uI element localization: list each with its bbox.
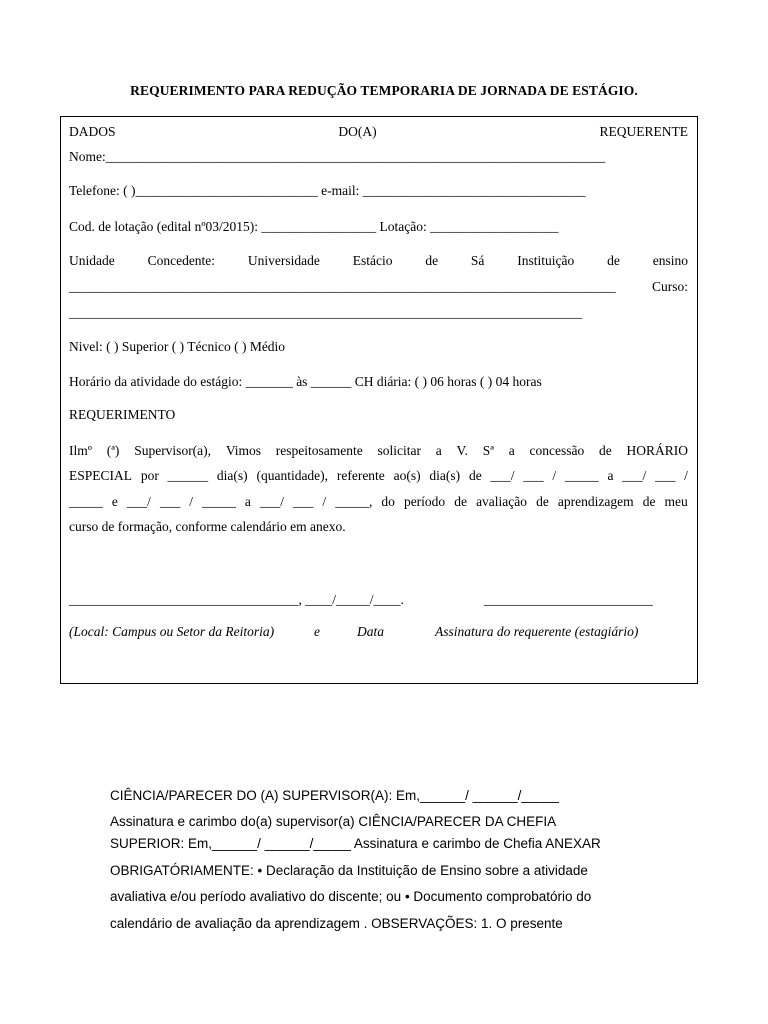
- unidade-word: Estácio: [352, 253, 393, 268]
- word: /: [684, 468, 688, 483]
- word: concessão: [529, 443, 585, 458]
- word: de: [454, 494, 467, 509]
- nivel-field[interactable]: Nivel: ( ) Superior ( ) Técnico ( ) Médio: [69, 339, 286, 354]
- word: respeitosamente: [275, 443, 363, 458]
- unidade-word: Unidade: [69, 253, 115, 268]
- word: período: [403, 494, 446, 509]
- word: (quantidade),: [256, 468, 329, 483]
- lower-line-4: OBRIGATÓRIAMENTE: • Declaração da Instituição de Ensino sobre a atividade: [110, 863, 588, 878]
- word: solicitar: [377, 443, 422, 458]
- unidade-word: de: [607, 253, 620, 268]
- word: _____: [69, 494, 103, 509]
- lower-line-5: avaliativa e/ou período avaliativo do discente; ou • Documento comprobatório do: [110, 889, 592, 904]
- word: Ilmº: [69, 443, 92, 458]
- unidade-word: Sá: [470, 253, 485, 268]
- word: do: [381, 494, 395, 509]
- form-header: [69, 124, 688, 140]
- paragraph-line-4: curso de formação, conforme calendário em anexo.: [69, 519, 346, 534]
- word: HORÁRIO: [626, 443, 688, 458]
- word: ___: [159, 494, 181, 509]
- cod-lotacao-field[interactable]: Cod. de lotação (edital nº03/2015): _________________ Lotação: ___________________: [69, 219, 559, 234]
- lower-line-3: SUPERIOR: Em,______/ ______/_____ Assinatura e carimbo de Chefia ANEXAR: [110, 836, 601, 851]
- lower-line-6: calendário de avaliação da aprendizagem . OBSERVAÇÕES: 1. O presente: [110, 916, 563, 931]
- word: ___: [655, 468, 676, 483]
- header-word: DO(A): [338, 124, 377, 139]
- word: referente: [336, 468, 385, 483]
- unidade-blank[interactable]: _________________________________________________________________________________: [69, 279, 616, 294]
- word: ______: [167, 468, 209, 483]
- word: a: [607, 468, 614, 483]
- lower-line-1: CIÊNCIA/PARECER DO (A) SUPERVISOR(A): Em,______/ ______/_____: [110, 788, 559, 803]
- word: V.: [456, 443, 468, 458]
- word: a: [244, 494, 251, 509]
- unidade-word: Instituição: [517, 253, 575, 268]
- curso-blank[interactable]: ____________________________________________________________________________: [69, 305, 582, 320]
- unidade-line: [69, 253, 688, 269]
- caption-assinatura: Assinatura do requerente (estagiário): [435, 624, 639, 639]
- word: Vimos: [225, 443, 262, 458]
- word: de: [536, 494, 549, 509]
- caption-data: Data: [357, 624, 384, 639]
- word: Sª: [482, 443, 494, 458]
- unidade-word: de: [425, 253, 439, 268]
- requerimento-heading: REQUERIMENTO: [69, 407, 176, 422]
- signature-blank[interactable]: _________________________: [484, 592, 653, 607]
- word: avaliação: [476, 494, 528, 509]
- unidade-word: Universidade: [247, 253, 320, 268]
- lower-line-2: Assinatura e carimbo do(a) supervisor(a) CIÊNCIA/PARECER DA CHEFIA: [110, 814, 557, 829]
- word: /: [189, 494, 194, 509]
- word: de: [598, 443, 612, 458]
- word: dia(s): [429, 468, 461, 483]
- horario-field[interactable]: Horário da atividade do estágio: _______ às ______ CH diária: ( ) 06 horas ( ) 04 horas: [69, 374, 542, 389]
- word: a: [508, 443, 515, 458]
- word: ___/: [490, 468, 515, 483]
- curso-label: Curso:: [651, 279, 688, 294]
- word: Supervisor(a),: [134, 443, 212, 458]
- word: a: [435, 443, 442, 458]
- header-word: REQUERENTE: [599, 124, 688, 139]
- caption-e: e: [314, 624, 320, 639]
- word: /: [552, 468, 557, 483]
- paragraph-line-2: [69, 468, 688, 484]
- word: ao(s): [393, 468, 421, 483]
- unidade-word: ensino: [652, 253, 688, 268]
- word: _____,: [335, 494, 373, 509]
- local-date-blank[interactable]: __________________________________, ____/_____/____.: [69, 592, 404, 607]
- word: ___/: [126, 494, 151, 509]
- paragraph-line-3: [69, 494, 688, 510]
- word: ___/: [259, 494, 284, 509]
- unidade-word: Concedente:: [147, 253, 216, 268]
- word: aprendizagem: [557, 494, 634, 509]
- word: de: [468, 468, 482, 483]
- word: e: [111, 494, 118, 509]
- caption-local: (Local: Campus ou Setor da Reitoria): [69, 624, 275, 639]
- curso-line: [69, 279, 688, 295]
- word: ESPECIAL: [69, 468, 133, 483]
- word: ___: [523, 468, 544, 483]
- word: por: [140, 468, 159, 483]
- word: meu: [664, 494, 688, 509]
- nome-field[interactable]: Nome:__________________________________________________________________________: [69, 149, 606, 164]
- paragraph-line-1: [69, 443, 688, 459]
- word: dia(s): [216, 468, 248, 483]
- word: _____: [202, 494, 236, 509]
- telefone-email-field[interactable]: Telefone: ( )___________________________ e-mail: _________________________________: [69, 183, 586, 198]
- word: /: [322, 494, 327, 509]
- word: ___: [293, 494, 314, 509]
- word: ___/: [622, 468, 647, 483]
- document-title: REQUERIMENTO PARA REDUÇÃO TEMPORARIA DE JORNADA DE ESTÁGIO.: [130, 83, 638, 98]
- header-word: DADOS: [69, 124, 116, 139]
- word: de: [642, 494, 656, 509]
- word: _____: [564, 468, 599, 483]
- word: (ª): [106, 443, 120, 458]
